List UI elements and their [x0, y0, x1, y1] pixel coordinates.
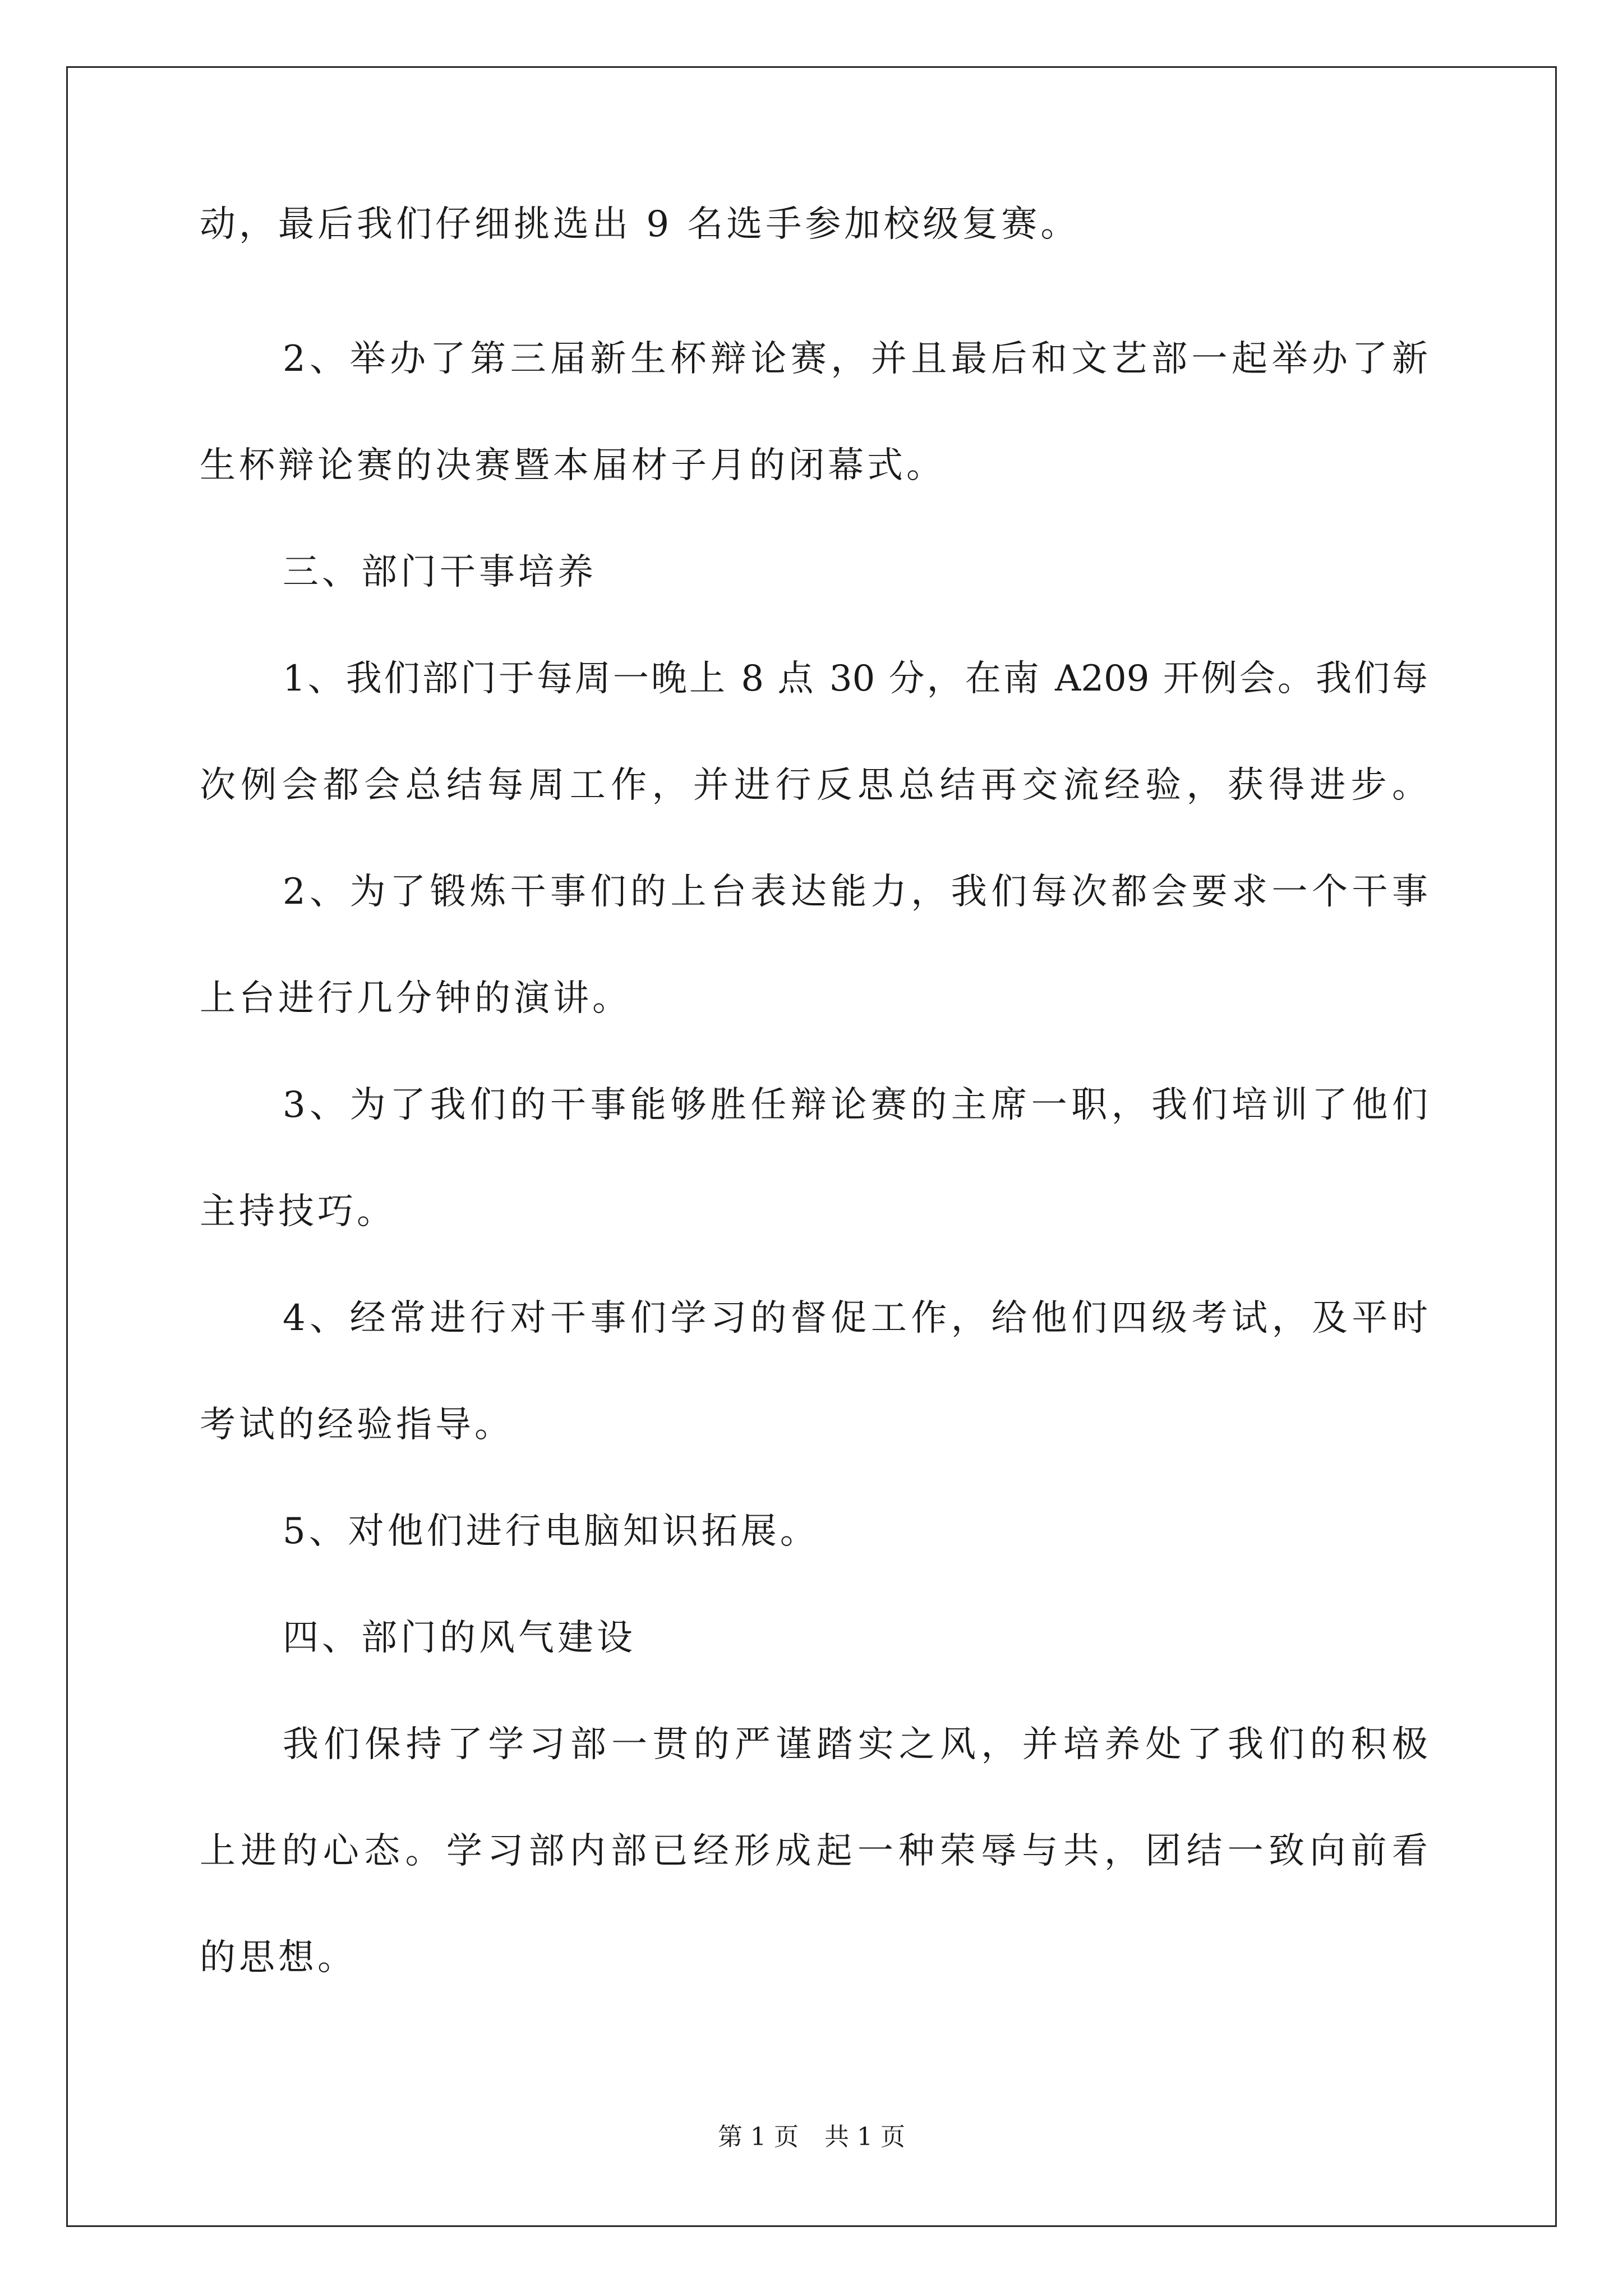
page-number: 第 1 页	[718, 2123, 799, 2151]
page-border	[66, 66, 1557, 2227]
text-line: 的思想。	[200, 1937, 357, 1978]
text-line: 4、经常进行对干事们学习的督促工作，给他们四级考试，及平时	[283, 1297, 1428, 1339]
text-line: 3、为了我们的干事能够胜任辩论赛的主席一职，我们培训了他们	[283, 1084, 1428, 1126]
text-line: 5、对他们进行电脑知识拓展。	[283, 1511, 819, 1552]
text-line: 次例会都会总结每周工作，并进行反思总结再交流经验，获得进步。	[200, 765, 1428, 806]
section-heading: 三、部门干事培养	[283, 551, 597, 593]
text-line: 上台进行几分钟的演讲。	[200, 978, 631, 1019]
text-line: 考试的经验指导。	[200, 1404, 514, 1446]
page-footer	[0, 2122, 1623, 2153]
text-line: 1、我们部门于每周一晚上 8 点 30 分，在南 A209 开例会。我们每	[283, 658, 1428, 700]
text-line: 2、举办了第三届新生杯辩论赛，并且最后和文艺部一起举办了新	[283, 338, 1428, 380]
text-line: 生杯辩论赛的决赛暨本届材子月的闭幕式。	[200, 445, 946, 486]
text-line: 主持技巧。	[200, 1191, 396, 1232]
page-total: 共 1 页	[824, 2123, 905, 2151]
text-line: 动，最后我们仔细挑选出 9 名选手参加校级复赛。	[200, 204, 1080, 245]
text-line: 我们保持了学习部一贯的严谨踏实之风，并培养处了我们的积极	[283, 1724, 1428, 1765]
section-heading: 四、部门的风气建设	[283, 1617, 636, 1659]
text-line: 2、为了锻炼干事们的上台表达能力，我们每次都会要求一个干事	[283, 871, 1428, 913]
text-line: 上进的心态。学习部内部已经形成起一种荣辱与共，团结一致向前看	[200, 1830, 1428, 1872]
